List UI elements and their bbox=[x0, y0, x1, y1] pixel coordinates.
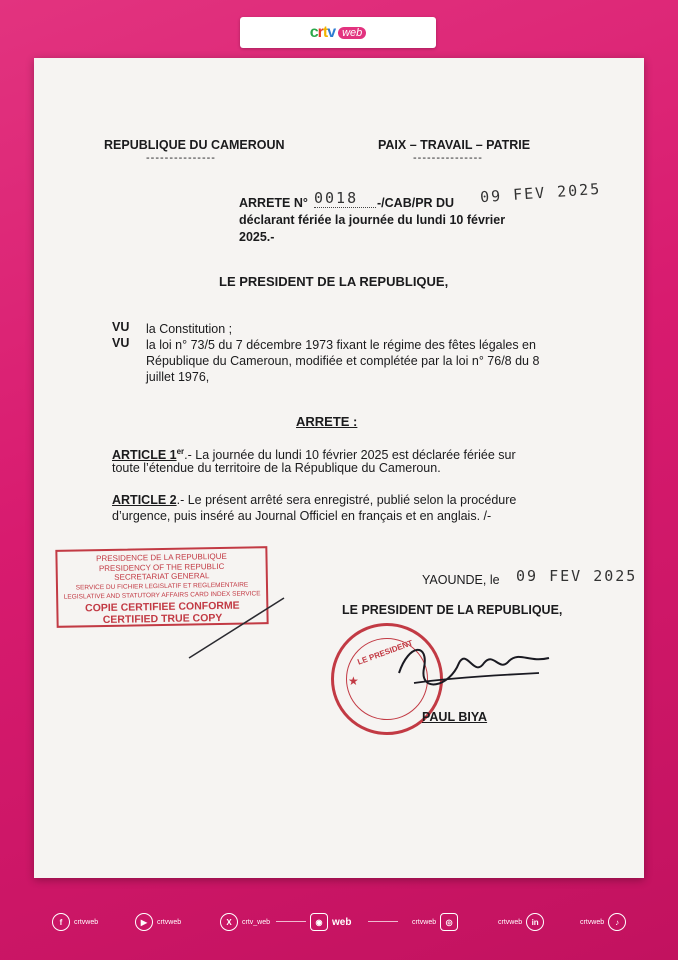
signatory-name: PAUL BIYA bbox=[422, 710, 488, 724]
stamp-pen-stroke bbox=[184, 593, 294, 663]
left-header-dashes: --------------- bbox=[146, 152, 216, 164]
decree-document bbox=[34, 58, 644, 878]
footer-divider-right bbox=[368, 921, 398, 922]
left-header: REPUBLIQUE DU CAMEROUN bbox=[104, 138, 285, 152]
linkedin-handle: crtvweb bbox=[498, 918, 523, 926]
vu-label-2: VU bbox=[112, 336, 130, 350]
instagram-icon: ◎ bbox=[440, 913, 458, 931]
youtube-link[interactable] bbox=[135, 913, 181, 931]
article-2-line2: d’urgence, puis inséré au Journal Officiel en français et en anglais. /- bbox=[112, 509, 492, 523]
stamp-line-1: PRESIDENCE DE LA REPUBLIQUE bbox=[96, 551, 227, 564]
arrete-mid: -/CAB/PR DU bbox=[377, 196, 455, 210]
place-date-prefix: YAOUNDE, le bbox=[422, 573, 500, 587]
vu-label-1: VU bbox=[112, 320, 130, 334]
linkedin-link[interactable] bbox=[498, 913, 544, 931]
facebook-handle: crtvweb bbox=[74, 918, 99, 926]
stamp-line-2: PRESIDENCY OF THE REPUBLIC bbox=[98, 561, 225, 573]
stamp-line-5: LEGISLATIVE AND STATUTORY AFFAIRS CARD INDEX SERVICE bbox=[63, 590, 261, 601]
instagram-link[interactable] bbox=[412, 913, 458, 931]
arrete-prefix: ARRETE N° bbox=[239, 196, 308, 210]
linkedin-icon: in bbox=[526, 913, 544, 931]
article-1-label: ARTICLE 1 bbox=[112, 448, 177, 463]
vu-law-line1: la loi n° 73/5 du 7 décembre 1973 fixant le régime des fêtes légales en bbox=[146, 338, 536, 352]
youtube-handle: crtvweb bbox=[157, 918, 182, 926]
logo-letter-v: v bbox=[327, 23, 336, 41]
president-title: LE PRESIDENT DE LA REPUBLIQUE, bbox=[219, 274, 449, 289]
tiktok-icon: ♪ bbox=[608, 913, 626, 931]
handwritten-signature bbox=[389, 633, 554, 703]
instagram-handle: crtvweb bbox=[412, 918, 437, 926]
logo-letter-r: r bbox=[317, 23, 323, 41]
article-2 bbox=[112, 492, 516, 508]
arrete-heading: ARRETE : bbox=[296, 414, 358, 429]
logo-letter-t: t bbox=[322, 23, 328, 41]
facebook-icon: f bbox=[52, 913, 70, 931]
article-1-line1: .- La journée du lundi 10 février 2025 est déclarée fériée sur bbox=[184, 448, 516, 463]
crtv-logo bbox=[240, 17, 436, 48]
article-2-line1: .- Le présent arrêté sera enregistré, publié selon la procédure bbox=[176, 493, 517, 507]
tiktok-handle: crtvweb bbox=[580, 918, 605, 926]
logo-letter-c: c bbox=[309, 23, 318, 41]
arrete-line3: 2025.- bbox=[239, 230, 275, 244]
facebook-link[interactable] bbox=[52, 913, 98, 931]
tiktok-link[interactable] bbox=[580, 913, 626, 931]
arrete-date: 09 FEV 2025 bbox=[479, 179, 602, 207]
seal-star-icon: ★ bbox=[348, 674, 359, 688]
stamp-line-6: COPIE CERTIFIEE CONFORME bbox=[84, 599, 240, 614]
right-header: PAIX – TRAVAIL – PATRIE bbox=[378, 138, 531, 152]
logo-web-badge: web bbox=[338, 27, 366, 39]
article-1-line2: toute l’étendue du territoire de la République du Cameroun. bbox=[112, 461, 441, 475]
right-header-dashes: --------------- bbox=[413, 152, 483, 164]
seal-text: LE PRESIDENT bbox=[356, 638, 415, 667]
globe-icon: ◉ bbox=[310, 913, 328, 931]
vu-constitution: la Constitution ; bbox=[146, 322, 233, 336]
footer-logo bbox=[310, 913, 351, 931]
article-2-label: ARTICLE 2 bbox=[112, 493, 177, 507]
signature-title: LE PRESIDENT DE LA REPUBLIQUE, bbox=[342, 603, 563, 617]
place-date: 09 FEV 2025 bbox=[516, 567, 638, 585]
youtube-icon: ▶ bbox=[135, 913, 153, 931]
x-icon: X bbox=[220, 913, 238, 931]
vu-law-line2: République du Cameroun, modifiée et complétée par la loi n° 76/8 du 8 bbox=[146, 354, 540, 368]
arrete-line2: déclarant fériée la journée du lundi 10 février bbox=[239, 213, 506, 227]
x-handle: crtv_web bbox=[242, 918, 271, 926]
footer-divider-left bbox=[276, 921, 306, 922]
footer-logo-text: web bbox=[332, 916, 352, 928]
social-footer bbox=[0, 905, 678, 941]
arrete-number: 0018 bbox=[314, 189, 376, 208]
x-link[interactable] bbox=[220, 913, 270, 931]
stamp-line-3: SECRETARIAT GENERAL bbox=[114, 571, 210, 582]
stamp-line-4: SERVICE DU FICHIER LEGISLATIF ET REGLEMENTAIRE bbox=[75, 580, 249, 592]
article-1-sup: er bbox=[176, 447, 185, 456]
vu-law-line3: juillet 1976, bbox=[146, 370, 210, 384]
stamp-line-7: CERTIFIED TRUE COPY bbox=[102, 611, 223, 626]
